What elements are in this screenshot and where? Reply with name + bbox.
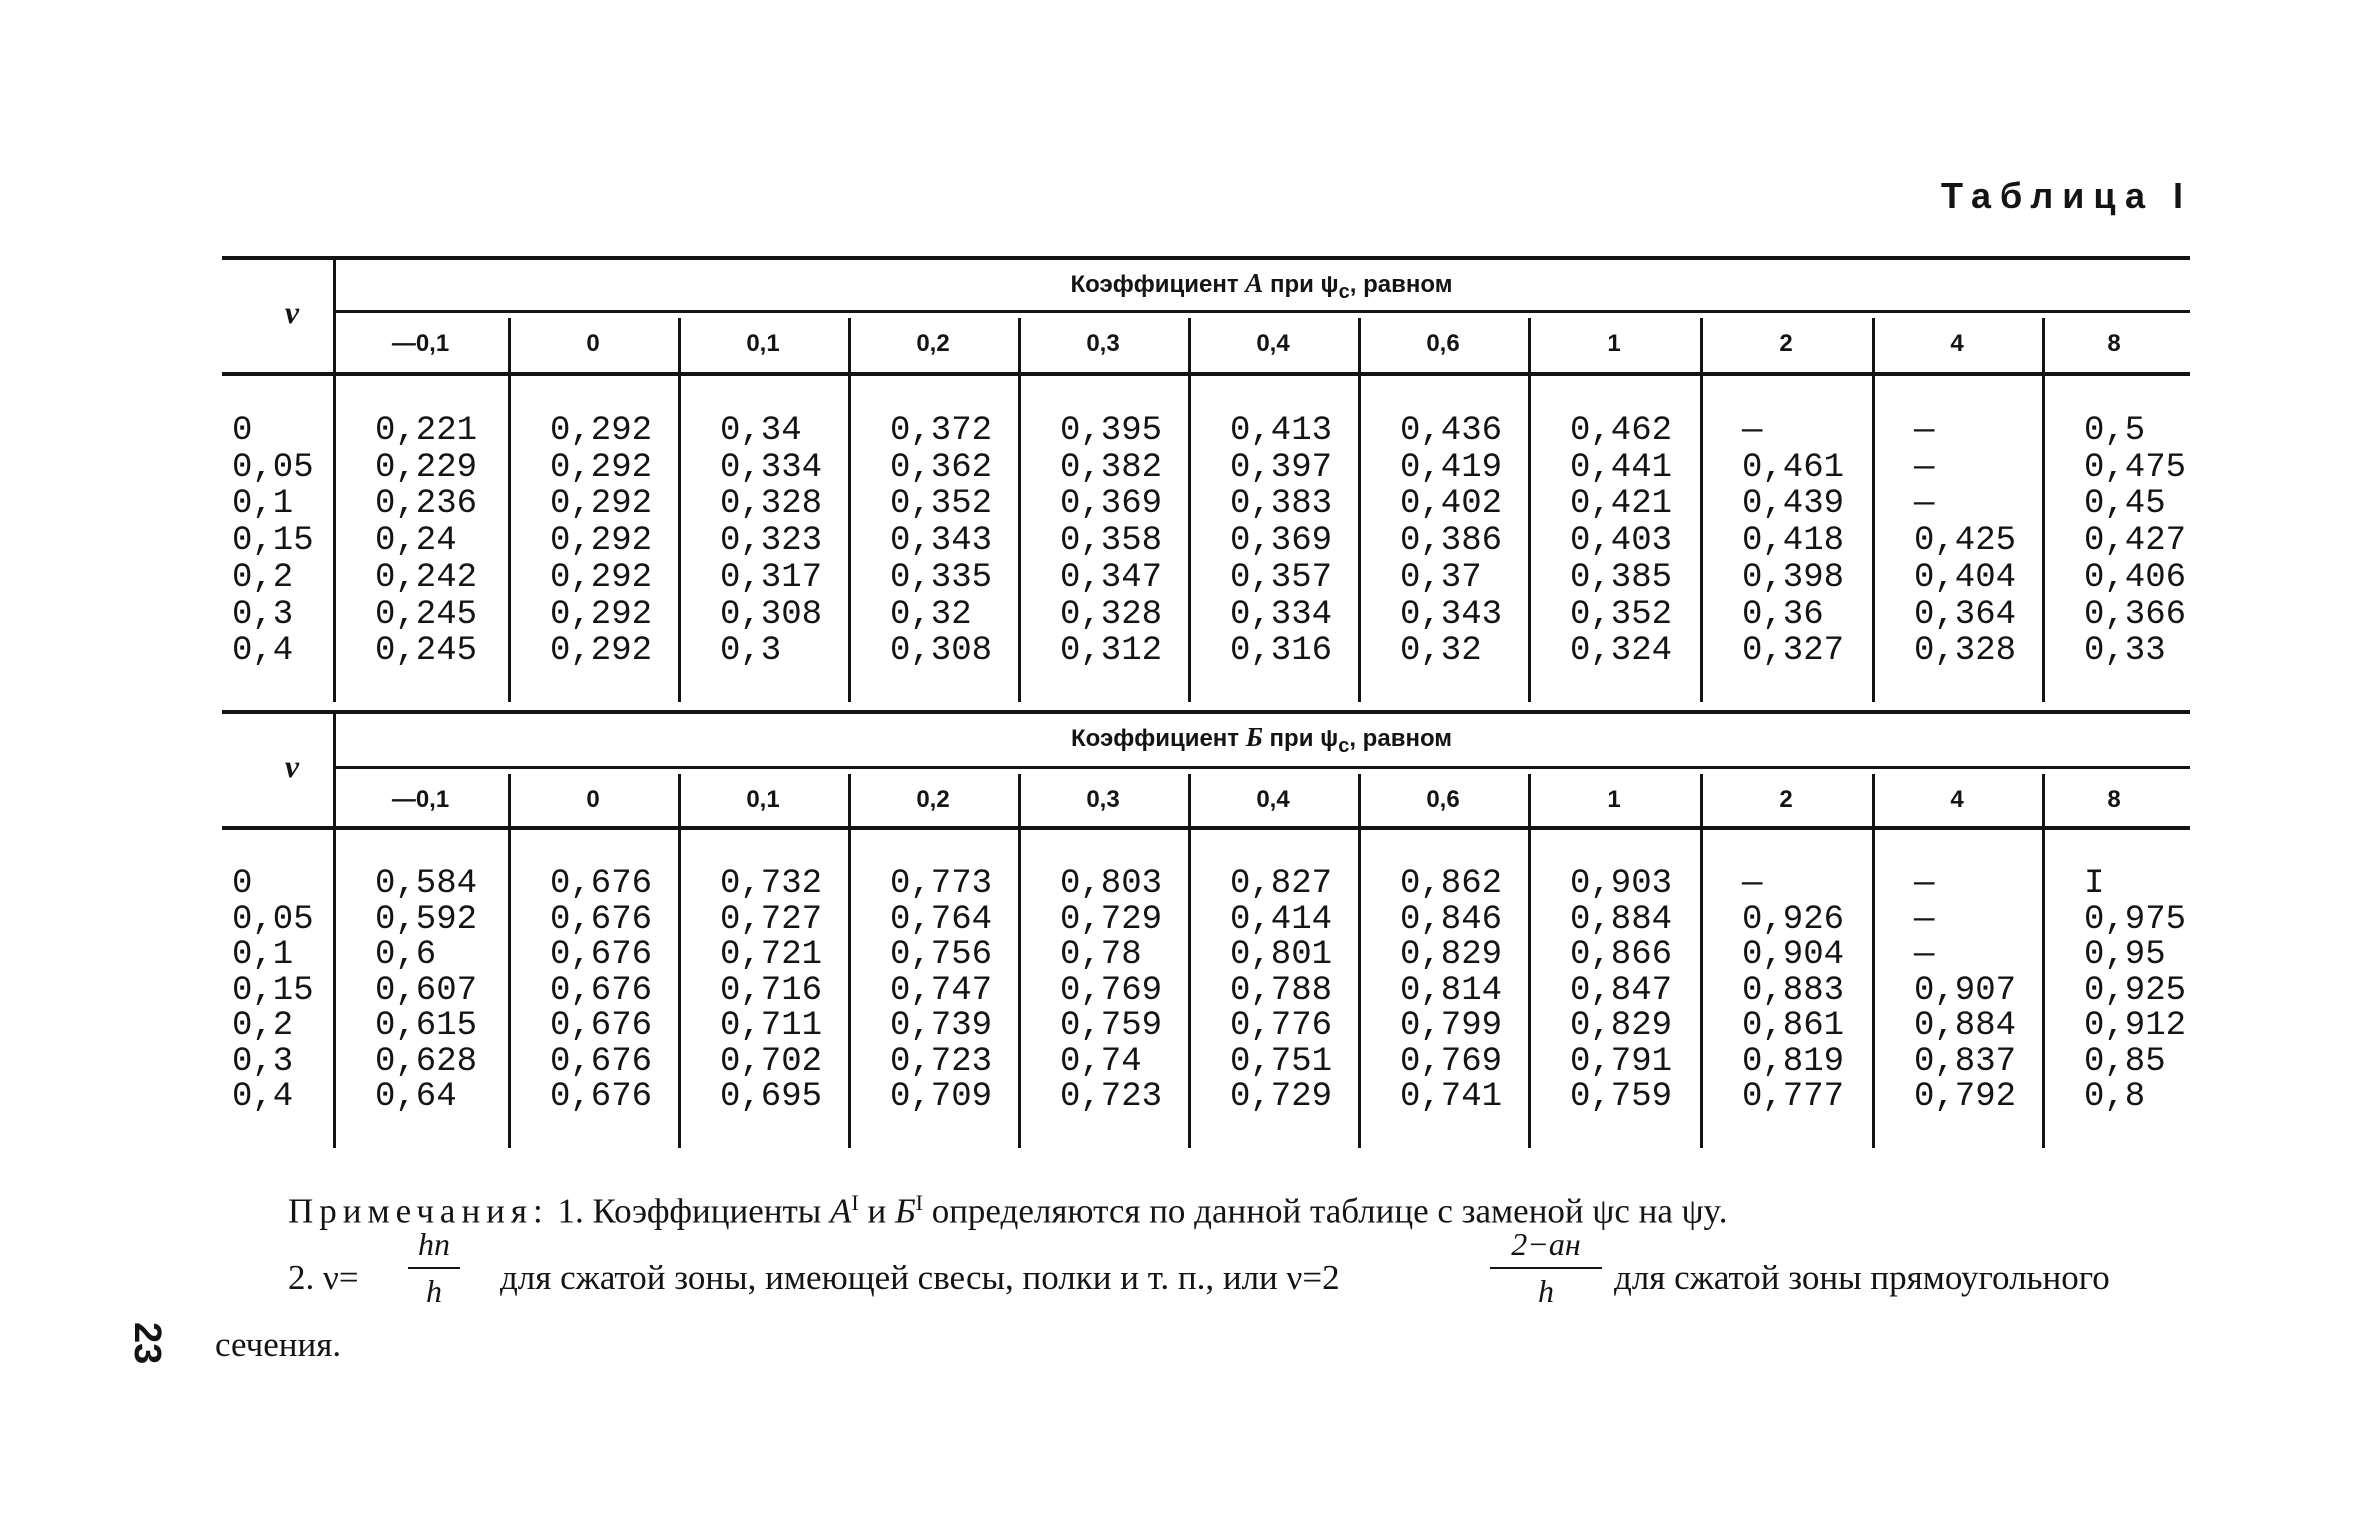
table-a-value: 0,397 (1230, 448, 1333, 487)
table-a-span-rule (333, 310, 2190, 313)
table-a-value: 0,403 (1570, 522, 1673, 561)
table-a-value: 0,245 (375, 632, 478, 671)
note1-symbol-b: Б (894, 1191, 916, 1231)
table-b-value: — (1742, 865, 1763, 903)
table-b-value: 0,792 (1914, 1078, 2017, 1116)
table-b-value: 0,769 (1060, 971, 1163, 1010)
table-a-value: 0,369 (1060, 485, 1163, 524)
table-a-value: 0,404 (1914, 558, 2017, 597)
table-b-value: 0,732 (720, 865, 823, 903)
table-b-nu-value: 0,1 (232, 936, 294, 974)
table-a-head-rule (222, 372, 2190, 376)
table-b-value: 0,739 (890, 1007, 993, 1045)
table-a-top-rule (222, 256, 2190, 260)
table-a-col-header: 0,1 (746, 330, 780, 357)
table-b-value: 0,883 (1742, 971, 1845, 1010)
table-a-col-header: 1 (1607, 330, 1621, 357)
table-a-value: 0,358 (1060, 522, 1163, 561)
table-b-value: 0,759 (1570, 1078, 1673, 1116)
table-a-value: 0,5 (2084, 412, 2146, 450)
table-b-value: 0,592 (375, 900, 478, 939)
table-a-value: 0,436 (1400, 412, 1503, 450)
table-b-value: 0,884 (1914, 1007, 2017, 1045)
table-b-value: 0,903 (1570, 865, 1673, 903)
table-b-value: 0,74 (1060, 1042, 1142, 1081)
fraction-hp-over-h (408, 1226, 460, 1310)
table-a-col-header: 0,2 (916, 330, 950, 357)
table-a-value: 0,406 (2084, 558, 2187, 597)
table-a-col-header: 4 (1950, 330, 1964, 357)
table-b-value: 0,615 (375, 1007, 478, 1045)
table-a-value: 0,385 (1570, 558, 1673, 597)
table-b-value: 0,716 (720, 971, 823, 1010)
table-b-nu-value: 0,4 (232, 1078, 294, 1116)
table-a-value: 0,427 (2084, 522, 2187, 561)
table-title: Таблица I (1940, 175, 2192, 216)
table-a-col-divider (848, 318, 851, 702)
table-a-nu-value: 0,2 (232, 558, 294, 597)
table-a-value: 0,328 (1060, 595, 1163, 634)
table-b-value: 0,727 (720, 900, 823, 939)
fraction-1-numerator: hп (418, 1226, 450, 1262)
note-2-middle: для сжатой зоны, имеющей свесы, полки и т. п., или ν=2 (500, 1258, 1340, 1297)
table-a-value: 0,32 (1400, 632, 1482, 671)
table-b-col-header: 0,6 (1426, 786, 1460, 813)
table-b-header-subscript: c (1338, 734, 1350, 757)
table-a-col-header: 0,6 (1426, 330, 1460, 357)
table-b-value: 0,751 (1230, 1042, 1333, 1081)
table-a-value: 0,462 (1570, 412, 1673, 450)
table-b-value: 0,827 (1230, 865, 1333, 903)
table-b-col-header: 0,2 (916, 786, 950, 813)
table-b-value: 0,78 (1060, 936, 1142, 974)
table-b-value: 0,773 (890, 865, 993, 903)
table-b-value: 0,803 (1060, 865, 1163, 903)
table-a-value: 0,383 (1230, 485, 1333, 524)
table-a-col-header: 8 (2107, 330, 2121, 357)
table-b-value: 0,777 (1742, 1078, 1845, 1116)
table-a-header-tail: , равном (1349, 271, 1453, 298)
table-a-value: 0,369 (1230, 522, 1333, 561)
table-a-value: 0,398 (1742, 558, 1845, 597)
table-b-value: 0,676 (550, 936, 653, 974)
table-b-value: 0,925 (2084, 971, 2187, 1010)
table-b-value: 0,837 (1914, 1042, 2017, 1081)
page-number: 23 (126, 1322, 168, 1365)
table-a-nu-value: 0 (232, 412, 253, 450)
table-a-value: 0,45 (2084, 485, 2166, 524)
table-b-value: 0,926 (1742, 900, 1845, 939)
table-a-value: — (1914, 485, 1935, 524)
table-b-header-symbol: Б (1245, 722, 1263, 752)
table-b-value: 0,709 (890, 1078, 993, 1116)
fraction-1-bar (408, 1267, 460, 1269)
table-a-value: 0,323 (720, 522, 823, 561)
table-b-value: 0,904 (1742, 936, 1845, 974)
table-a-nu-value: 0,15 (232, 522, 314, 561)
table-b-col-header: 0,4 (1256, 786, 1290, 813)
note1-text-a: 1. Коэффициенты (557, 1191, 822, 1231)
table-a-value: 0,32 (890, 595, 972, 634)
table-b-value: 0,85 (2084, 1042, 2166, 1081)
table-b-nu-value: 0,05 (232, 900, 314, 939)
table-a-value: 0,221 (375, 412, 478, 450)
table-b-value: 0,747 (890, 971, 993, 1010)
table-b-value: 0,729 (1060, 900, 1163, 939)
table-b-value: 0,866 (1570, 936, 1673, 974)
table-b-value: 0,764 (890, 900, 993, 939)
table-a-col-header: 0,4 (1256, 330, 1290, 357)
table-b-header-text: Коэффициент (1070, 725, 1246, 752)
table-a-value: 0,24 (375, 522, 457, 561)
table-a-value: 0,357 (1230, 558, 1333, 597)
table-a-col-divider (1700, 318, 1703, 702)
table-a-value: 0,308 (890, 632, 993, 671)
table-a-col-header: 0 (586, 330, 600, 357)
table-b-header-psi: при ψ (1262, 725, 1339, 752)
table-a-value: 0,441 (1570, 448, 1673, 487)
table-a-value: 0,36 (1742, 595, 1824, 634)
note1-symbol-a: A (830, 1191, 852, 1231)
table-a-value: 0,395 (1060, 412, 1163, 450)
table-a-value: 0,335 (890, 558, 993, 597)
table-b-value: 0,776 (1230, 1007, 1333, 1045)
table-a-nu-value: 0,05 (232, 448, 314, 487)
table-a-value: 0,425 (1914, 522, 2017, 561)
table-b-value: 0,711 (720, 1007, 823, 1045)
table-a-value: 0,439 (1742, 485, 1845, 524)
table-b-value: — (1914, 865, 1935, 903)
table-b-header-tail: , равном (1349, 725, 1453, 752)
table-a-value: 0,292 (550, 412, 653, 450)
table-b-nu-header: ν (284, 748, 300, 784)
table-b-col-divider (1358, 774, 1361, 1148)
table-b-value: 0,676 (550, 865, 653, 903)
table-a-value: 0,419 (1400, 448, 1503, 487)
table-b-col-header: —0,1 (391, 786, 450, 813)
table-b-value: 0,975 (2084, 900, 2187, 939)
table-a-col-header: —0,1 (391, 330, 450, 357)
table-b-col-header: 4 (1950, 786, 1964, 813)
table-a-nu-value: 0,3 (232, 595, 294, 634)
table-b-nu-value: 0,3 (232, 1042, 294, 1081)
note-2-continuation: сечения. (215, 1325, 342, 1364)
table-a-value: 0,327 (1742, 632, 1845, 671)
fraction-2-denominator: h (1538, 1273, 1554, 1309)
table-b-value: 0,721 (720, 936, 823, 974)
table-a-value: 0,343 (1400, 595, 1503, 634)
note-2-start: 2. ν= (288, 1258, 359, 1297)
table-a-col-divider (2042, 318, 2045, 702)
table-a-value: 0,334 (1230, 595, 1333, 634)
table-a-value: 0,292 (550, 632, 653, 671)
notes-label: Примечания: (288, 1191, 549, 1231)
table-a-col-divider (678, 318, 681, 702)
table-a-value: 0,37 (1400, 558, 1482, 597)
table-a-value: 0,328 (720, 485, 823, 524)
table-a-value: 0,292 (550, 485, 653, 524)
table-b-value: 0,799 (1400, 1007, 1503, 1045)
table-b-value: 0,676 (550, 1078, 653, 1116)
table-b-nu-value: 0,15 (232, 971, 314, 1010)
table-a-value: — (1914, 448, 1935, 487)
table-a-value: 0,402 (1400, 485, 1503, 524)
table-a-span-header (333, 268, 2190, 304)
table-a-col-divider (1018, 318, 1021, 702)
table-b-value: 0,912 (2084, 1007, 2187, 1045)
table-a-value: 0,352 (1570, 595, 1673, 634)
table-a-value: 0,308 (720, 595, 823, 634)
table-a-value: 0,229 (375, 448, 478, 487)
table-a-value: 0,382 (1060, 448, 1163, 487)
fraction-2-bar (1490, 1267, 1602, 1269)
table-a-value: 0,328 (1914, 632, 2017, 671)
table-b-col-header: 0,1 (746, 786, 780, 813)
table-b-col-header: 8 (2107, 786, 2121, 813)
table-a-value: 0,316 (1230, 632, 1333, 671)
table-b-value: 0,676 (550, 1007, 653, 1045)
table-b-col-divider (1188, 774, 1191, 1148)
table-b-value: 0,628 (375, 1042, 478, 1081)
table-a-col-divider (1188, 318, 1191, 702)
table-b-value: 0,6 (375, 936, 437, 974)
table-b-value: 0,741 (1400, 1078, 1503, 1116)
table-a-value: 0,242 (375, 558, 478, 597)
table-b-value: 0,607 (375, 971, 478, 1010)
table-b-value: 0,847 (1570, 971, 1673, 1010)
table-a-value: 0,366 (2084, 595, 2187, 634)
note-2-end: для сжатой зоны прямоугольного (1614, 1258, 2110, 1297)
table-b-col-header: 0,3 (1086, 786, 1120, 813)
table-b-col-divider (508, 774, 511, 1148)
table-b-value: 0,8 (2084, 1078, 2146, 1116)
table-b-value: 0,95 (2084, 936, 2166, 974)
table-a-header-symbol: A (1245, 268, 1264, 298)
note1-text-b: определяются по данной таблице с заменой ψc на ψy. (931, 1191, 1728, 1231)
table-b-value: 0,695 (720, 1078, 823, 1116)
table-b-col-header: 0 (586, 786, 600, 813)
table-b-value: — (1914, 900, 1935, 939)
table-a-value: 0,418 (1742, 522, 1845, 561)
table-a-col-divider (1528, 318, 1531, 702)
table-a-value: 0,245 (375, 595, 478, 634)
table-a-value: 0,292 (550, 448, 653, 487)
table-b-value: 0,801 (1230, 936, 1333, 974)
table-b-value: 0,846 (1400, 900, 1503, 939)
table-a-col-divider (1358, 318, 1361, 702)
table-b-value: 0,723 (1060, 1078, 1163, 1116)
table-a-value: 0,475 (2084, 448, 2187, 487)
table-a-value: 0,292 (550, 595, 653, 634)
table-a-col-header: 0,3 (1086, 330, 1120, 357)
table-a-nu-header: ν (284, 294, 300, 330)
table-a-col-divider (508, 318, 511, 702)
table-a-header-text: Коэффициент (1070, 271, 1246, 298)
table-b-value: 0,759 (1060, 1007, 1163, 1045)
table-b-top-rule (222, 710, 2190, 714)
table-b-value: 0,702 (720, 1042, 823, 1081)
table-b-value: 0,414 (1230, 900, 1333, 939)
table-b-nu-value: 0 (232, 865, 253, 903)
table-b-value: 0,907 (1914, 971, 2017, 1010)
table-b-value: 0,676 (550, 1042, 653, 1081)
table-a-value: 0,386 (1400, 522, 1503, 561)
table-b-value: 0,829 (1570, 1007, 1673, 1045)
table-b-span-header (333, 722, 2190, 758)
table-b-value: I (2084, 865, 2105, 903)
table-b-value: 0,64 (375, 1078, 457, 1116)
table-a-value: 0,236 (375, 485, 478, 524)
table-a-value: 0,3 (720, 632, 782, 671)
table-a-value: 0,312 (1060, 632, 1163, 671)
table-a-value: 0,362 (890, 448, 993, 487)
table-b-value: 0,861 (1742, 1007, 1845, 1045)
table-b-head-rule (222, 826, 2190, 830)
note1-sup-b: I (915, 1190, 923, 1215)
table-b-value: 0,862 (1400, 865, 1503, 903)
table-a-value: 0,413 (1230, 412, 1333, 450)
table-b-value: 0,829 (1400, 936, 1503, 974)
table-b-value: 0,788 (1230, 971, 1333, 1010)
fraction-2-numerator: 2−aн (1511, 1226, 1581, 1262)
table-a-value: 0,461 (1742, 448, 1845, 487)
fraction-2-minus-an-over-h (1490, 1226, 1602, 1310)
table-b-col-divider (1018, 774, 1021, 1148)
table-a-value: 0,352 (890, 485, 993, 524)
table-a-value: 0,364 (1914, 595, 2017, 634)
table-b-value: 0,814 (1400, 971, 1503, 1010)
table-b-span-rule (333, 766, 2190, 769)
table-a-value: — (1914, 412, 1935, 450)
note1-sup-a: I (851, 1190, 859, 1215)
table-b-value: 0,676 (550, 971, 653, 1010)
table-b-col-divider (848, 774, 851, 1148)
table-b-col-divider (1872, 774, 1875, 1148)
table-b-value: 0,884 (1570, 900, 1673, 939)
table-b-value: 0,676 (550, 900, 653, 939)
table-a-value: 0,324 (1570, 632, 1673, 671)
table-b-col-header: 2 (1779, 786, 1793, 813)
note1-and: и (867, 1191, 887, 1231)
table-a-value: 0,343 (890, 522, 993, 561)
table-a-value: 0,347 (1060, 558, 1163, 597)
table-b-value: 0,729 (1230, 1078, 1333, 1116)
table-a-value: 0,292 (550, 522, 653, 561)
table-b-col-divider (678, 774, 681, 1148)
table-a-value: 0,334 (720, 448, 823, 487)
table-b-value: 0,819 (1742, 1042, 1845, 1081)
table-a-header-subscript: c (1338, 280, 1350, 303)
table-b-nu-value: 0,2 (232, 1007, 294, 1045)
table-a-value: 0,292 (550, 558, 653, 597)
table-a-value: 0,421 (1570, 485, 1673, 524)
table-b-value: 0,756 (890, 936, 993, 974)
table-b-col-header: 1 (1607, 786, 1621, 813)
table-a-header-psi: при ψ (1263, 271, 1339, 298)
table-a-col-header: 2 (1779, 330, 1793, 357)
table-a-nu-value: 0,1 (232, 485, 294, 524)
fraction-1-denominator: h (426, 1273, 442, 1309)
table-b-value: 0,584 (375, 865, 478, 903)
table-b-col-divider (2042, 774, 2045, 1148)
table-a-value: 0,33 (2084, 632, 2166, 671)
table-b-value: 0,791 (1570, 1042, 1673, 1081)
table-b-col-divider (1700, 774, 1703, 1148)
table-b-value: — (1914, 936, 1935, 974)
table-b-value: 0,769 (1400, 1042, 1503, 1081)
table-b-col-divider (1528, 774, 1531, 1148)
table-a-nu-value: 0,4 (232, 632, 294, 671)
table-a-value: — (1742, 412, 1763, 450)
table-a-value: 0,34 (720, 412, 802, 450)
table-a-value: 0,372 (890, 412, 993, 450)
table-b-value: 0,723 (890, 1042, 993, 1081)
table-a-col-divider (1872, 318, 1875, 702)
table-a-value: 0,317 (720, 558, 823, 597)
